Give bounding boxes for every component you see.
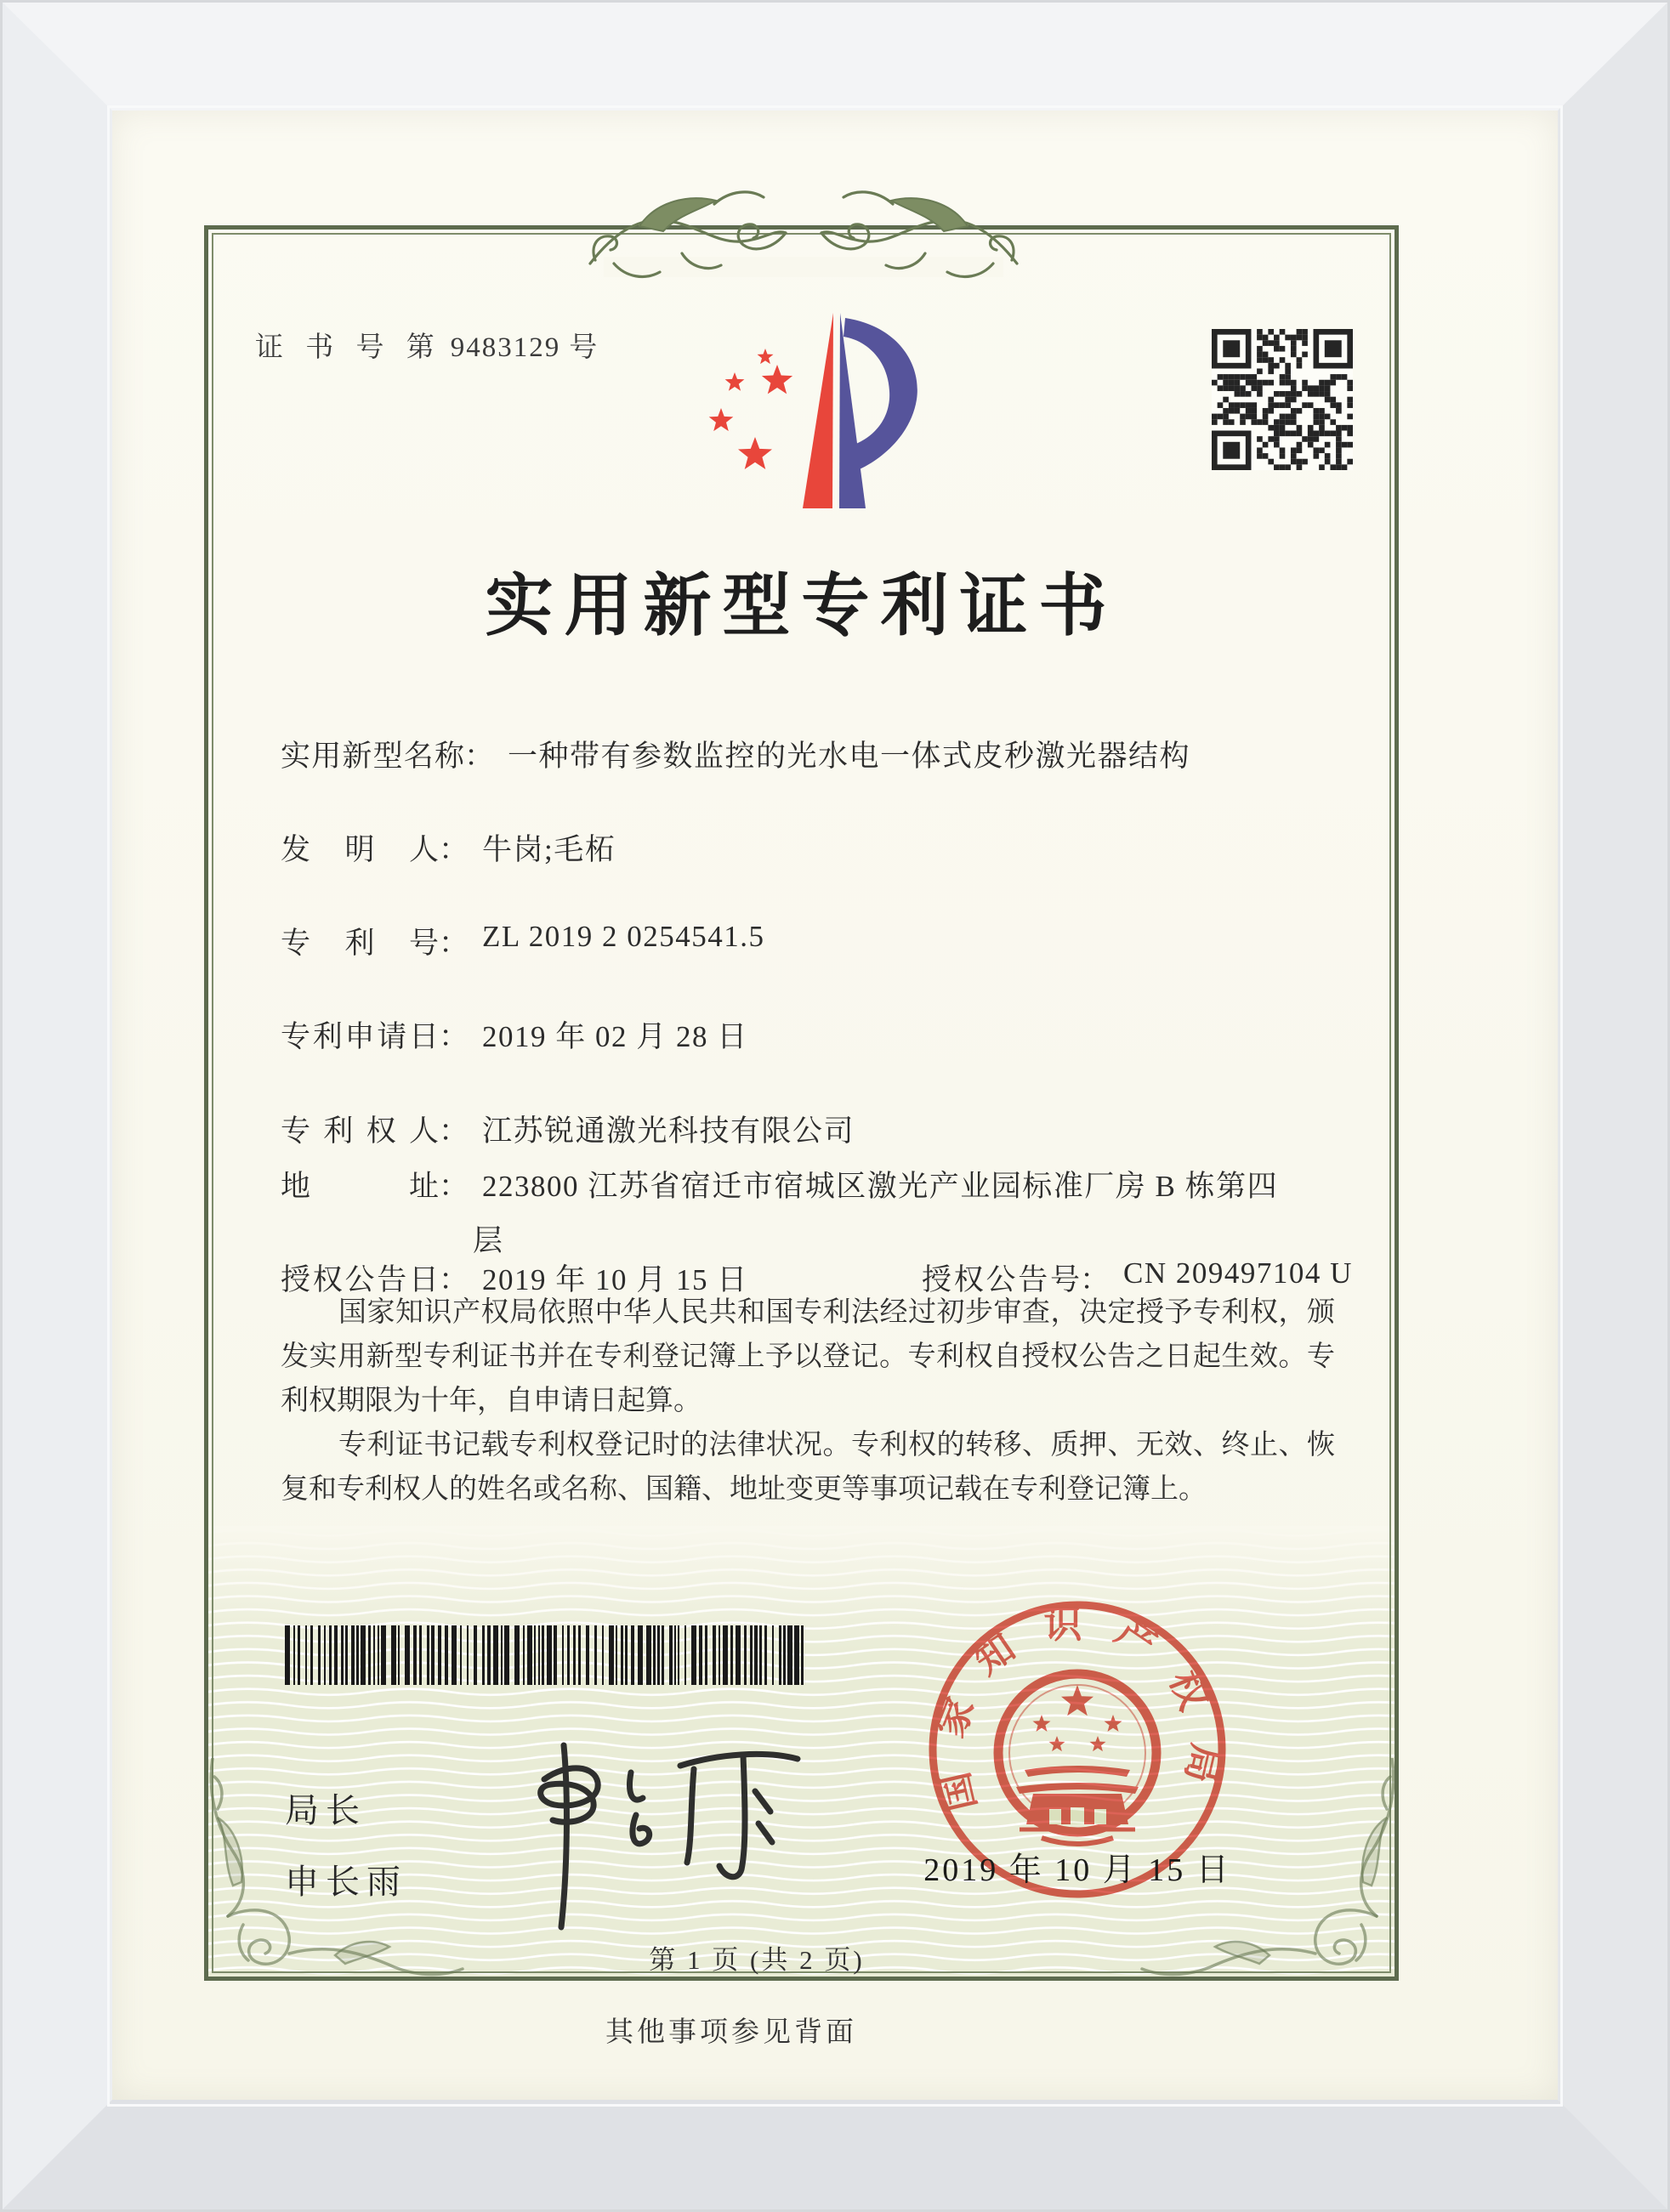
grant-number-value: CN 209497104 U — [1123, 1256, 1353, 1290]
field-row — [281, 733, 1190, 775]
field-colon: ： — [464, 740, 495, 773]
field-colon: ： — [439, 1115, 469, 1148]
field-row — [281, 920, 764, 962]
field-label: 专利号 — [281, 927, 439, 960]
certificate-number-prefix: 证 书 号 第 — [255, 332, 442, 363]
officer-title: 局长 — [285, 1792, 366, 1829]
field-colon: ： — [439, 1263, 469, 1296]
page-number: 第 1 页 (共 2 页) — [649, 1945, 865, 1975]
address-value-line1: 223800 江苏省宿迁市宿城区激光产业园标准厂房 B 栋第四 — [482, 1170, 1279, 1203]
seal-date: 2019 年 10 月 15 日 — [923, 1852, 1231, 1888]
certificate-paper — [112, 111, 1558, 2100]
certificate-number — [255, 325, 597, 365]
seal-org-text: 国家知识产权局 — [927, 1602, 1228, 1816]
field-colon: ： — [439, 833, 469, 866]
page-title: 实用新型专利证书 — [485, 570, 1118, 644]
field-row — [281, 826, 616, 869]
field-row — [281, 1163, 1278, 1205]
officer-name: 申长雨 — [285, 1863, 407, 1901]
legal-paragraph-2: 专利证书记载专利权登记时的法律状况。专利权的转移、质押、无效、终止、恢复和专利权人的姓名或名称、国籍、地址变更等事项记载在专利登记簿上。 — [281, 1430, 1335, 1505]
field-label: 专利权人 — [281, 1115, 439, 1148]
filing-date-value: 2019 年 02 月 28 日 — [482, 1020, 748, 1053]
patent-number-value: ZL 2019 2 0254541.5 — [482, 920, 765, 953]
field-label: 授权公告日 — [281, 1263, 439, 1296]
national-emblem-icon — [998, 1674, 1156, 1844]
grant-date-value: 2019 年 10 月 15 日 — [482, 1263, 748, 1296]
patentee-value: 江苏锐通激光科技有限公司 — [482, 1115, 855, 1148]
field-colon: ： — [439, 927, 469, 960]
inventor-value: 牛岗;毛柘 — [482, 833, 616, 866]
back-note: 其他事项参见背面 — [605, 2017, 857, 2048]
certificate-number-suffix: 号 — [569, 332, 598, 363]
officer-signature — [510, 1730, 833, 2053]
field-colon: ： — [1080, 1263, 1110, 1296]
field-label: 发明人 — [281, 833, 439, 866]
field-colon: ： — [439, 1170, 469, 1203]
utility-model-name-value: 一种带有参数监控的光水电一体式皮秒激光器结构 — [508, 740, 1191, 773]
official-seal — [914, 1581, 1254, 1921]
field-label: 地址 — [281, 1170, 439, 1203]
field-label: 授权公告号 — [922, 1263, 1080, 1296]
dragon-ornament-icon — [587, 155, 1020, 299]
address-value-line2: 层 — [473, 1224, 503, 1257]
certificate-number-value: 9483129 — [450, 332, 561, 363]
legal-text — [281, 1290, 1335, 1512]
field-label: 实用新型名称 — [281, 740, 464, 773]
field-colon: ： — [439, 1020, 469, 1053]
legal-paragraph-1: 国家知识产权局依照中华人民共和国专利法经过初步审查，决定授予专利权，颁发实用新型专利证书并在专利登记簿上予以登记。专利权自授权公告之日起生效。专利权期限为十年，自申请日起算。 — [281, 1297, 1335, 1416]
cnipa-patent-logo-icon — [687, 304, 925, 517]
barcode — [285, 1625, 812, 1685]
field-row — [281, 1108, 855, 1150]
field-label: 专利申请日 — [281, 1020, 439, 1053]
field-row — [281, 1013, 748, 1056]
qr-code — [1212, 329, 1353, 470]
